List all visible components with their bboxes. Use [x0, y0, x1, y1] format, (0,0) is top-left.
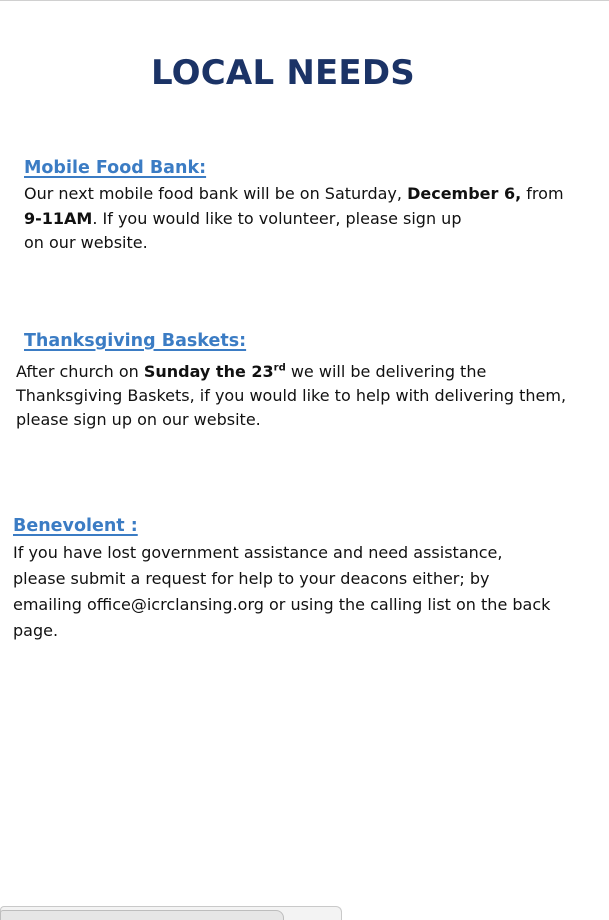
text-run: from — [521, 184, 564, 203]
emphasis-text: rd — [273, 362, 286, 374]
text-line — [13, 540, 550, 566]
text-line — [24, 182, 564, 207]
text-line — [24, 231, 564, 256]
section-heading-benevolent: Benevolent : — [13, 516, 138, 536]
text-run: . If you would like to volunteer, please sign up — [92, 208, 462, 228]
text-run: Our next mobile food bank will be on Saturday, — [24, 184, 408, 203]
text-line — [13, 566, 550, 592]
page-title: LOCAL NEEDS — [151, 52, 415, 93]
emphasis-text: Sunday the 23 — [143, 362, 274, 381]
text-run: we will be delivering the — [285, 362, 487, 381]
text-run: on our website. — [24, 233, 148, 252]
text-line — [16, 360, 566, 384]
text-line — [13, 592, 550, 618]
section-body-thanksgiving-baskets — [16, 360, 566, 432]
section-benevolent — [13, 515, 550, 644]
text-line — [16, 384, 566, 408]
emphasis-text: December 6, — [407, 184, 522, 203]
text-run: please submit a request for help to your deacons either; by — [13, 569, 490, 588]
text-run: After church on — [16, 362, 144, 381]
section-body-mobile-food-bank — [24, 182, 564, 256]
section-heading-thanksgiving-baskets: Thanksgiving Baskets: — [24, 331, 247, 351]
text-run: page. — [13, 621, 59, 640]
text-line — [13, 618, 550, 644]
text-run: please sign up on our website. — [16, 410, 261, 429]
text-line — [16, 408, 566, 432]
text-run: If you have lost government assistance and need assistance, — [13, 543, 503, 562]
section-body-benevolent — [13, 540, 550, 644]
text-line — [24, 207, 564, 232]
emphasis-text: 9-11AM — [24, 208, 93, 228]
section-heading-mobile-food-bank: Mobile Food Bank: — [24, 158, 207, 178]
top-divider — [0, 0, 609, 1]
section-thanksgiving-baskets — [16, 330, 567, 432]
section-mobile-food-bank — [24, 157, 564, 256]
text-run: Thanksgiving Baskets, if you would like to help with delivering them, — [16, 386, 567, 405]
text-run: emailing office@icrclansing.org or using the calling list on the back — [13, 595, 551, 614]
